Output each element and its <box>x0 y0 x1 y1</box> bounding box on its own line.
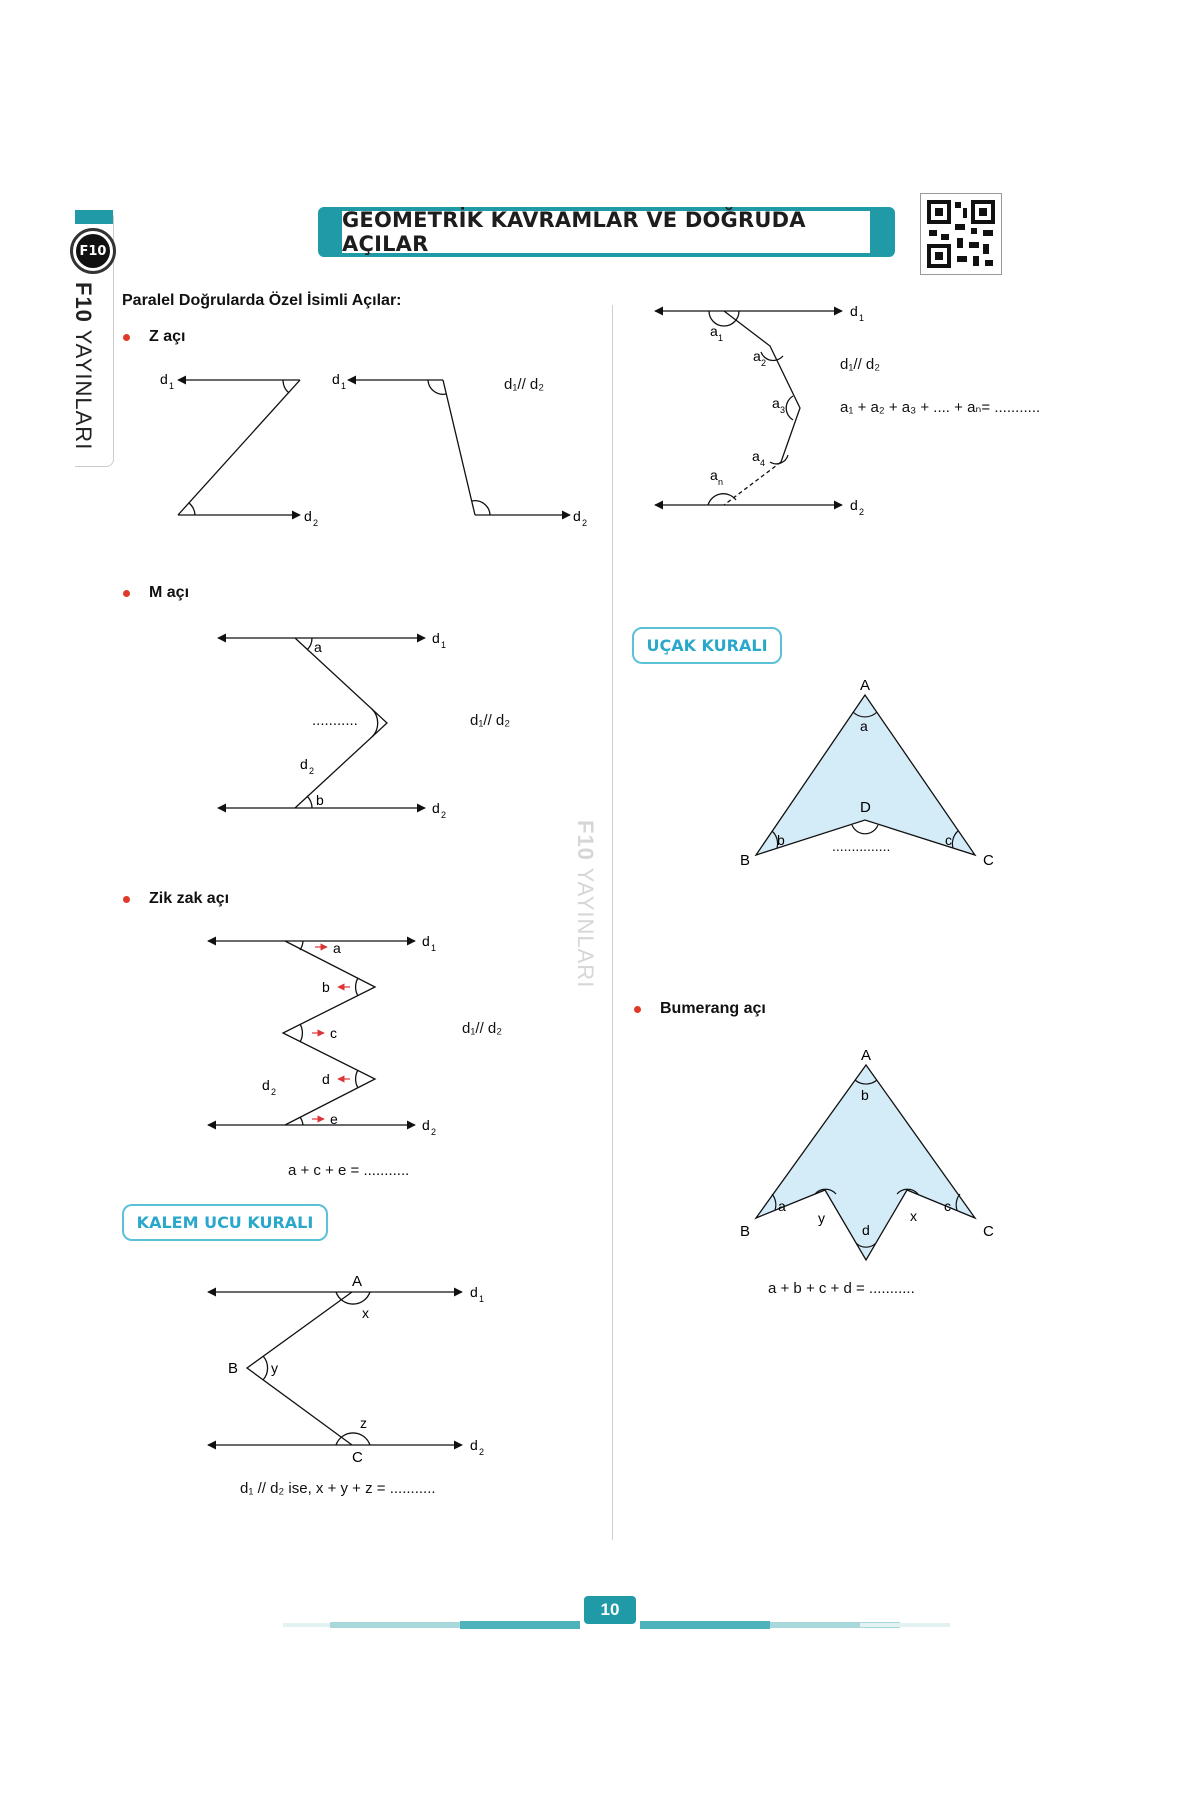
kalem-ucu-title: KALEM UCU KURALI <box>122 1204 328 1241</box>
z1-arc-top <box>283 380 289 393</box>
z-diagram-1 <box>178 380 300 515</box>
z1-arc-bottom <box>189 503 195 515</box>
watermark-bold: F10 <box>573 820 598 861</box>
svg-text:A: A <box>861 1047 872 1064</box>
svg-text:1: 1 <box>859 313 865 323</box>
svg-text:C: C <box>352 1449 363 1466</box>
svg-text:A: A <box>352 1273 363 1290</box>
svg-text:C: C <box>983 1223 994 1240</box>
polyline-parallel-note: d₁// d₂ <box>840 356 881 373</box>
svg-text:d: d <box>862 1222 870 1238</box>
svg-text:d: d <box>300 756 308 772</box>
svg-text:z: z <box>360 1415 367 1431</box>
svg-text:b: b <box>777 832 785 848</box>
svg-text:a: a <box>778 1198 786 1214</box>
svg-text:c: c <box>330 1025 337 1041</box>
m-arc-b <box>307 796 312 808</box>
svg-text:a: a <box>752 448 760 464</box>
svg-text:d: d <box>850 303 858 319</box>
svg-text:1: 1 <box>341 381 347 391</box>
svg-text:B: B <box>740 1223 751 1240</box>
svg-text:2: 2 <box>479 1447 485 1457</box>
pl-dashed-segment <box>724 462 781 505</box>
svg-text:B: B <box>740 852 751 869</box>
svg-text:d: d <box>262 1077 270 1093</box>
svg-text:d: d <box>160 371 168 387</box>
svg-text:d: d <box>304 508 312 524</box>
svg-text:a: a <box>860 718 868 734</box>
svg-text:1: 1 <box>169 381 175 391</box>
svg-text:2: 2 <box>313 518 319 528</box>
svg-text:d: d <box>850 497 858 513</box>
logo-text: F10 <box>76 234 110 268</box>
svg-text:1: 1 <box>441 640 447 650</box>
svg-text:d: d <box>470 1437 478 1453</box>
svg-text:d: d <box>432 630 440 646</box>
z2-transversal <box>443 380 475 515</box>
svg-text:2: 2 <box>309 766 315 776</box>
svg-text:x: x <box>362 1305 369 1321</box>
intro-heading: Paralel Doğrularda Özel İsimli Açılar: <box>122 292 402 309</box>
svg-text:y: y <box>271 1360 278 1376</box>
svg-text:a: a <box>333 940 341 956</box>
svg-text:2: 2 <box>271 1087 277 1097</box>
zigzag-formula: a + c + e = ........... <box>288 1162 410 1179</box>
sidebar-brand-bold: F10 <box>71 282 96 323</box>
zz-broken-line <box>283 941 375 1125</box>
svg-text:a: a <box>710 467 718 483</box>
svg-text:1: 1 <box>718 333 724 343</box>
svg-text:x: x <box>910 1208 917 1224</box>
svg-text:d: d <box>422 1117 430 1133</box>
svg-text:2: 2 <box>441 810 447 820</box>
bumerang-formula: a + b + c + d = ........... <box>768 1280 915 1297</box>
svg-text:d: d <box>470 1284 478 1300</box>
z1-transversal <box>178 380 300 515</box>
svg-text:d: d <box>432 800 440 816</box>
svg-text:c: c <box>945 832 952 848</box>
pl-broken-line <box>724 311 800 462</box>
watermark-rest: YAYINLARI <box>573 860 598 989</box>
svg-text:1: 1 <box>431 943 437 953</box>
svg-text:d: d <box>573 508 581 524</box>
svg-text:B: B <box>228 1360 239 1377</box>
svg-text:a: a <box>772 395 780 411</box>
svg-text:c: c <box>944 1198 951 1214</box>
m-arc-a <box>307 638 312 650</box>
svg-text:n: n <box>718 477 724 487</box>
ucak-title: UÇAK KURALI <box>632 627 782 664</box>
svg-text:d: d <box>422 933 430 949</box>
z-parallel-note: d₁// d₂ <box>504 376 545 393</box>
svg-text:e: e <box>330 1111 338 1127</box>
svg-text:a: a <box>314 639 322 655</box>
zigzag-diagram <box>208 941 415 1125</box>
ku-broken-line <box>247 1292 352 1445</box>
sidebar-brand-rest: YAYINLARI <box>71 322 96 451</box>
zigzag-title: Zik zak açı <box>149 890 230 907</box>
z-diagram-2 <box>348 380 570 515</box>
polyline-diagram <box>655 311 842 505</box>
page-title: GEOMETRİK KAVRAMLAR VE DOĞRUDA AÇILAR <box>340 209 872 255</box>
polyline-formula: a₁ + a₂ + a₃ + .... + aₙ= ........... <box>840 399 1041 416</box>
svg-text:d: d <box>332 371 340 387</box>
page-number: 10 <box>584 1596 636 1624</box>
zigzag-parallel-note: d₁// d₂ <box>462 1020 503 1037</box>
z-angle-title: Z açı <box>149 328 186 345</box>
svg-text:D: D <box>860 799 871 816</box>
bumerang-title: Bumerang açı <box>660 1000 766 1017</box>
ucak-dots: ............... <box>832 838 891 854</box>
m-dots: ........... <box>312 712 358 729</box>
svg-text:2: 2 <box>431 1127 437 1137</box>
svg-text:b: b <box>316 792 324 808</box>
svg-text:2: 2 <box>859 507 865 517</box>
svg-text:3: 3 <box>780 405 786 415</box>
svg-text:a: a <box>753 348 761 364</box>
kalem-diagram <box>208 1292 462 1445</box>
kalem-formula: d₁ // d₂ ise, x + y + z = ........... <box>240 1480 436 1497</box>
svg-text:a: a <box>710 323 718 339</box>
svg-text:y: y <box>818 1210 825 1226</box>
m-parallel-note: d₁// d₂ <box>470 712 511 729</box>
svg-text:2: 2 <box>582 518 588 528</box>
m-angle-title: M açı <box>149 584 190 601</box>
svg-text:4: 4 <box>760 458 766 468</box>
m-broken-line <box>295 638 387 808</box>
svg-text:d: d <box>322 1071 330 1087</box>
svg-text:A: A <box>860 677 871 694</box>
svg-text:b: b <box>322 979 330 995</box>
m-diagram <box>218 638 425 808</box>
svg-text:C: C <box>983 852 994 869</box>
svg-text:2: 2 <box>761 358 767 368</box>
svg-text:1: 1 <box>479 1294 485 1304</box>
svg-text:b: b <box>861 1087 869 1103</box>
